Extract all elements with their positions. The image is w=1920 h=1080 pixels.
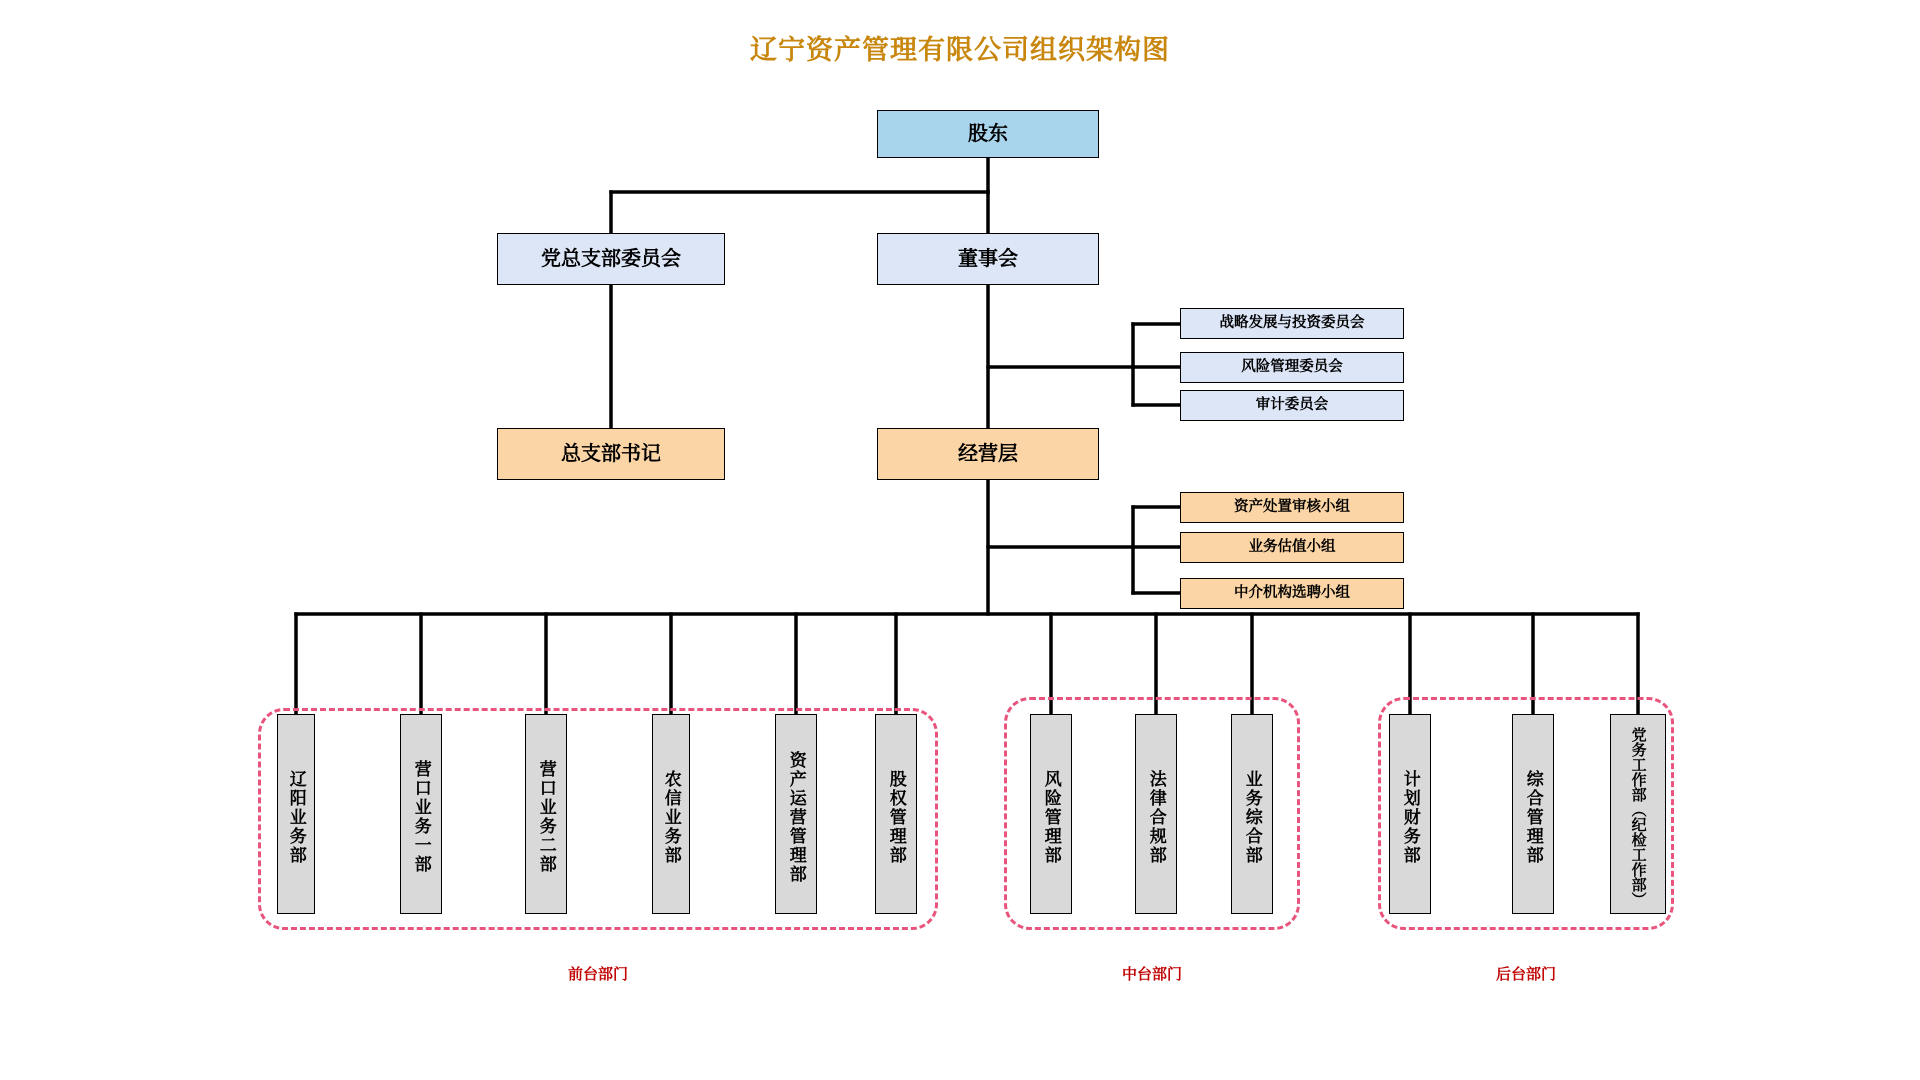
dept-legal-compliance-label: 法律合规部 <box>1146 769 1166 865</box>
node-party-secretary-label: 总支部书记 <box>561 442 661 465</box>
page-title: 辽宁资产管理有限公司组织架构图 <box>750 35 1170 65</box>
dept-yingkou-business-2[interactable] <box>525 714 567 914</box>
node-board-committee-2-label: 审计委员会 <box>1255 397 1329 414</box>
dept-asset-operation[interactable] <box>775 714 817 914</box>
node-management[interactable] <box>877 428 1099 480</box>
dept-equity-management-label: 股权管理部 <box>886 769 906 865</box>
node-party-committee-label: 党总支部委员会 <box>541 247 681 270</box>
node-management-label: 经营层 <box>958 442 1018 465</box>
node-board-committee-2[interactable] <box>1180 390 1404 421</box>
group-label-middle-office-text: 中台部门 <box>1121 966 1182 983</box>
node-board-committee-0-label: 战略发展与投资委员会 <box>1219 315 1365 332</box>
dept-liaoyang-business[interactable] <box>277 714 315 914</box>
group-label-back-office-text: 后台部门 <box>1495 966 1556 983</box>
group-label-middle-office <box>1052 963 1252 984</box>
node-management-team-2-label: 中介机构选聘小组 <box>1234 585 1350 602</box>
group-label-front-office-text: 前台部门 <box>567 966 628 983</box>
dept-yingkou-business-1-label: 营口业务一部 <box>411 760 431 874</box>
node-party-committee[interactable] <box>497 233 725 285</box>
group-label-back-office <box>1426 963 1626 984</box>
node-management-team-1-label: 业务估值小组 <box>1248 539 1336 556</box>
node-board[interactable] <box>877 233 1099 285</box>
dept-business-general-label: 业务综合部 <box>1242 769 1262 865</box>
dept-planning-finance[interactable] <box>1389 714 1431 914</box>
dept-nongxin-business-label: 农信业务部 <box>661 769 681 865</box>
node-management-team-0[interactable] <box>1180 492 1404 523</box>
dept-yingkou-business-1[interactable] <box>400 714 442 914</box>
dept-party-affairs-label: 党务工作部（纪检工作部） <box>1629 727 1647 907</box>
dept-equity-management[interactable] <box>875 714 917 914</box>
node-management-team-0-label: 资产处置审核小组 <box>1234 499 1350 516</box>
dept-business-general[interactable] <box>1231 714 1273 914</box>
node-board-committee-0[interactable] <box>1180 308 1404 339</box>
dept-general-management[interactable] <box>1512 714 1554 914</box>
group-label-front-office <box>498 963 698 984</box>
node-board-committee-1-label: 风险管理委员会 <box>1241 359 1343 376</box>
node-management-team-2[interactable] <box>1180 578 1404 609</box>
dept-risk-management[interactable] <box>1030 714 1072 914</box>
dept-risk-management-label: 风险管理部 <box>1041 769 1061 865</box>
node-management-team-1[interactable] <box>1180 532 1404 563</box>
dept-party-affairs[interactable] <box>1610 714 1666 914</box>
dept-nongxin-business[interactable] <box>652 714 690 914</box>
group-box-front-office <box>258 708 938 930</box>
dept-legal-compliance[interactable] <box>1135 714 1177 914</box>
node-party-secretary[interactable] <box>497 428 725 480</box>
dept-liaoyang-business-label: 辽阳业务部 <box>286 769 306 865</box>
dept-general-management-label: 综合管理部 <box>1523 769 1543 865</box>
dept-planning-finance-label: 计划财务部 <box>1400 769 1420 865</box>
dept-asset-operation-label: 资产运营管理部 <box>786 750 806 884</box>
node-shareholder-label: 股东 <box>968 122 1008 145</box>
node-board-committee-1[interactable] <box>1180 352 1404 383</box>
node-board-label: 董事会 <box>958 247 1018 270</box>
dept-yingkou-business-2-label: 营口业务二部 <box>536 760 556 874</box>
node-shareholder[interactable] <box>877 110 1099 158</box>
